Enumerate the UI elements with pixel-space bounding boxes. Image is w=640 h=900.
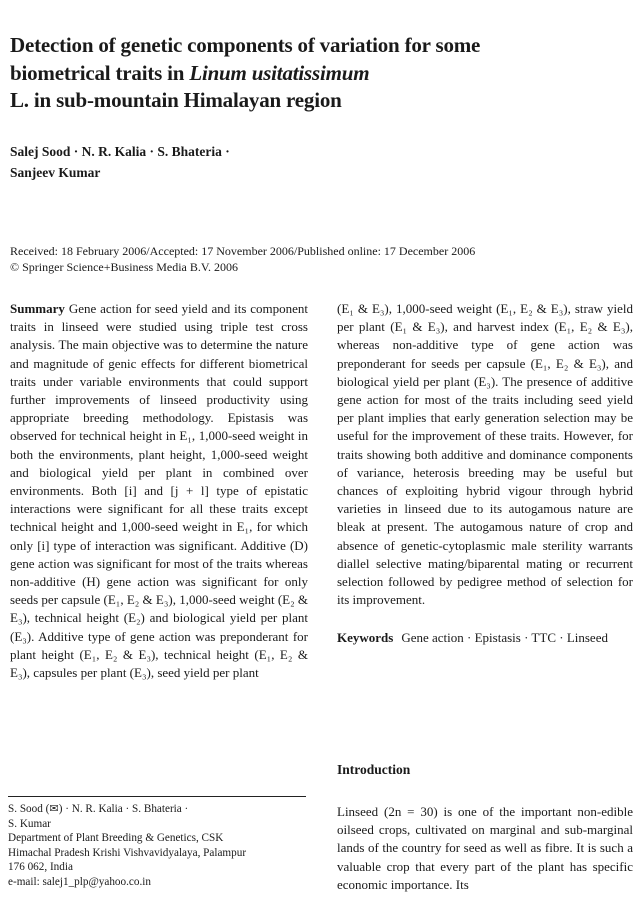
introduction-heading: Introduction [337, 762, 411, 777]
authors-line-1: Salej Sood · N. R. Kalia · S. Bhateria · [10, 144, 230, 159]
copyright-notice: © Springer Science+Business Media B.V. 2006 [10, 260, 238, 274]
keywords-label: Keywords [337, 630, 394, 646]
footnote-divider [8, 796, 306, 797]
summary-text-left: Gene action for seed yield and its component traits in linseed were studied using triple test cross analysis. The main objective was to determine the nature and magnitude of genic effects for different biometrical traits under variable environments that could support further improvements of linseed productivity using appropriate breeding methodology. Epistasis was observed for technical height in E₁, 1,000-seed weight in both the environments, plant height, 1,000-seed weight and biological yield per plant in combined over environments. Both [i] and [j + l] type of epistatic interactions were significant for all these traits except technical height and 1,000-seed weight in E₁, for which only [i] type of interaction was significant. Additive (D) gene action was significant for most of the traits whereas non-additive (H) gene action was significant for only seeds per capsule (E₁, E₂ & E₃), 1,000-seed weight (E₂ & E₃), technical height (E₂) and biological yield per plant (E₃). Additive type of gene action was preponderant for plant height (E₁, E₂ & E₃), technical height (E₁, E₂ & E₃), capsules per plant (E₃), seed yield per plant [10, 301, 308, 681]
title-line-3: L. in sub-mountain Himalayan region [10, 88, 342, 112]
paper-title [10, 32, 610, 115]
title-line-2 [10, 60, 610, 88]
summary-text-right: (E₁ & E₃), 1,000-seed weight (E₁, E₂ & E₃), straw yield per plant (E₁ & E₃), and harvest index (E₁, E₂ & E₃), whereas non-additive type of gene action was preponderant for seeds per capsule (E₁, E₂ & E₃), and biological yield per plant (E₃). The presence of additive gene action for most of the traits including seed yield per plant implies that early generation selection may be useful for the improvement of these traits. However, for traits showing both additive and dominance components of variance, heterosis breeding may be useful but chances of exploiting hybrid vigour through hybrid varieties in linseed due to its autogamous nature are bleak at present. The autogamous nature of crop and absence of genetic-cytoplasmic male sterility warrants diallel selective mating/biparental mating or recurrent selection followed by pedigree method of selection for its improvement. [337, 301, 633, 608]
footnote-line-5: 176 062, India [8, 861, 73, 874]
summary-left-column [10, 300, 308, 682]
summary-label: Summary [10, 301, 65, 316]
authors-line-2: Sanjeev Kumar [10, 165, 101, 180]
author-list [10, 141, 310, 183]
keywords-text: Gene action · Epistasis · TTC · Linseed [401, 630, 608, 646]
footnote-line-2: S. Kumar [8, 817, 51, 830]
footnote-line-3: Department of Plant Breeding & Genetics, CSK [8, 832, 224, 845]
title-line-1: Detection of genetic components of variation for some [10, 33, 481, 57]
introduction-text: Linseed (2n = 30) is one of the important non-edible oilseed crops, cultivated on marginal and sub-marginal lands of the country for seed as well as fibre. It is such a valuable crop that every part of the plant has specific economic importance. Its [337, 804, 633, 892]
footnote-line-4: Himachal Pradesh Krishi Vishvavidyalaya, Palampur [8, 846, 247, 859]
title-species-name: Linum usitatissimum [189, 60, 370, 85]
publication-dates: Received: 18 February 2006/Accepted: 17 November 2006/Published online: 17 December 2006 [10, 244, 476, 258]
author-footnote [8, 802, 313, 890]
footnote-email: e-mail: salej1_plp@yahoo.co.in [8, 875, 151, 888]
title-line-2-text: biometrical traits in [10, 60, 190, 85]
publication-history [10, 243, 630, 275]
footnote-line-1: S. Sood (✉) · N. R. Kalia · S. Bhateria · [8, 803, 189, 815]
summary-paragraph-left [10, 300, 308, 682]
summary-right-column [337, 300, 633, 648]
keywords-block [337, 629, 633, 647]
